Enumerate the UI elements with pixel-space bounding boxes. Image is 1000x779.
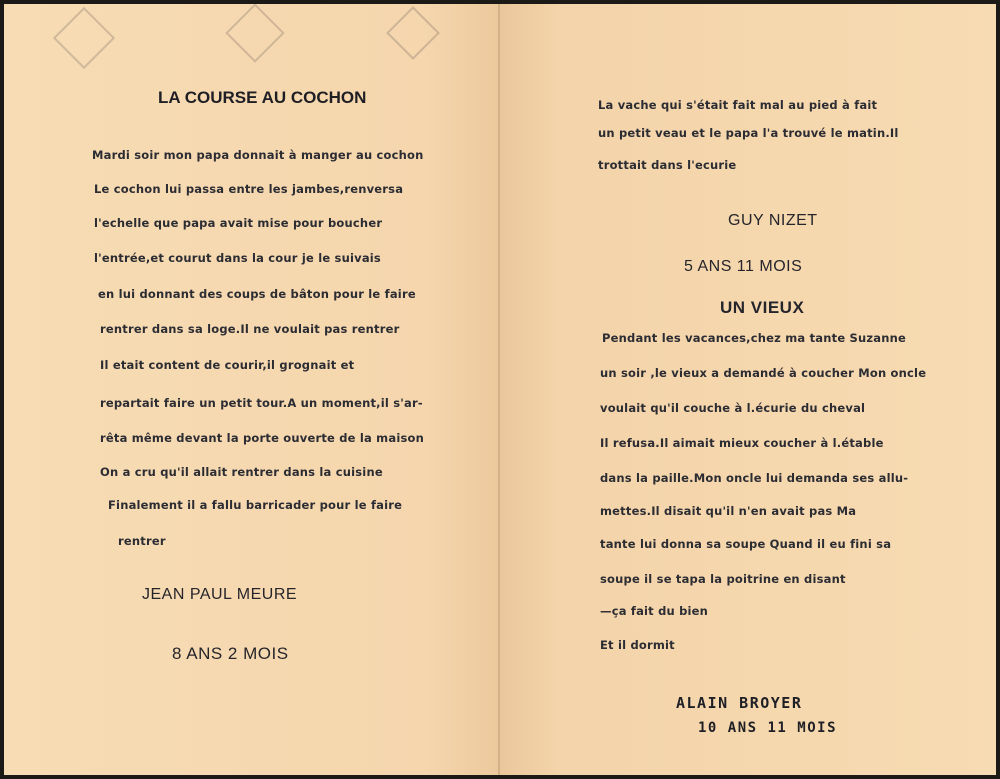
- text-line: mettes.Il disait qu'il n'en avait pas Ma: [600, 504, 857, 518]
- author-name: JEAN PAUL MEURE: [142, 586, 298, 603]
- author-age: 5 ANS 11 MOIS: [684, 258, 803, 275]
- left-page: [4, 4, 500, 775]
- text-line: l'echelle que papa avait mise pour boucher: [94, 216, 383, 230]
- ink-smudge: [225, 4, 284, 63]
- open-booklet: [4, 4, 996, 775]
- text-line: Le cochon lui passa entre les jambes,renversa: [94, 182, 404, 196]
- text-line: rêta même devant la porte ouverte de la maison: [100, 431, 425, 445]
- text-line: Mardi soir mon papa donnait à manger au cochon: [92, 148, 424, 162]
- text-line: Finalement il a fallu barricader pour le faire: [108, 498, 403, 512]
- text-line: tante lui donna sa soupe Quand il eu fini sa: [600, 537, 892, 551]
- story-title: UN VIEUX: [720, 298, 805, 317]
- text-line: un petit veau et le papa l'a trouvé le matin.Il: [598, 126, 899, 140]
- text-line: un soir ,le vieux a demandé à coucher Mon oncle: [600, 366, 927, 380]
- text-line: dans la paille.Mon oncle lui demanda ses allu-: [600, 471, 909, 485]
- text-line: repartait faire un petit tour.A un moment,il s'ar-: [100, 396, 423, 410]
- text-line: Il etait content de courir,il grognait et: [100, 358, 355, 372]
- ink-smudge: [53, 7, 115, 69]
- text-line: On a cru qu'il allait rentrer dans la cuisine: [100, 465, 383, 479]
- author-name: GUY NIZET: [728, 212, 818, 229]
- text-line: rentrer: [118, 534, 166, 548]
- signature-age: 10 ANS 11 MOIS: [698, 720, 838, 736]
- text-line: Et il dormit: [600, 638, 675, 652]
- text-line: La vache qui s'était fait mal au pied à fait: [598, 98, 878, 112]
- text-line: rentrer dans sa loge.Il ne voulait pas rentrer: [100, 322, 400, 336]
- text-line: l'entrée,et courut dans la cour je le suivais: [94, 251, 381, 265]
- text-line: en lui donnant des coups de bâton pour le faire: [98, 287, 416, 301]
- story-title: LA COURSE AU COCHON: [158, 88, 367, 107]
- author-age: 8 ANS 2 MOIS: [172, 644, 289, 663]
- text-line: Il refusa.Il aimait mieux coucher à l.étable: [600, 436, 884, 450]
- text-line: voulait qu'il couche à l.écurie du cheval: [600, 401, 866, 415]
- signature-name: ALAIN BROYER: [676, 694, 803, 712]
- text-line: soupe il se tapa la poitrine en disant: [600, 572, 846, 586]
- ink-smudge: [386, 6, 440, 60]
- text-line: Pendant les vacances,chez ma tante Suzanne: [602, 331, 907, 345]
- text-line: —ça fait du bien: [600, 604, 709, 618]
- text-line: trottait dans l'ecurie: [598, 158, 737, 172]
- right-page: [500, 4, 996, 775]
